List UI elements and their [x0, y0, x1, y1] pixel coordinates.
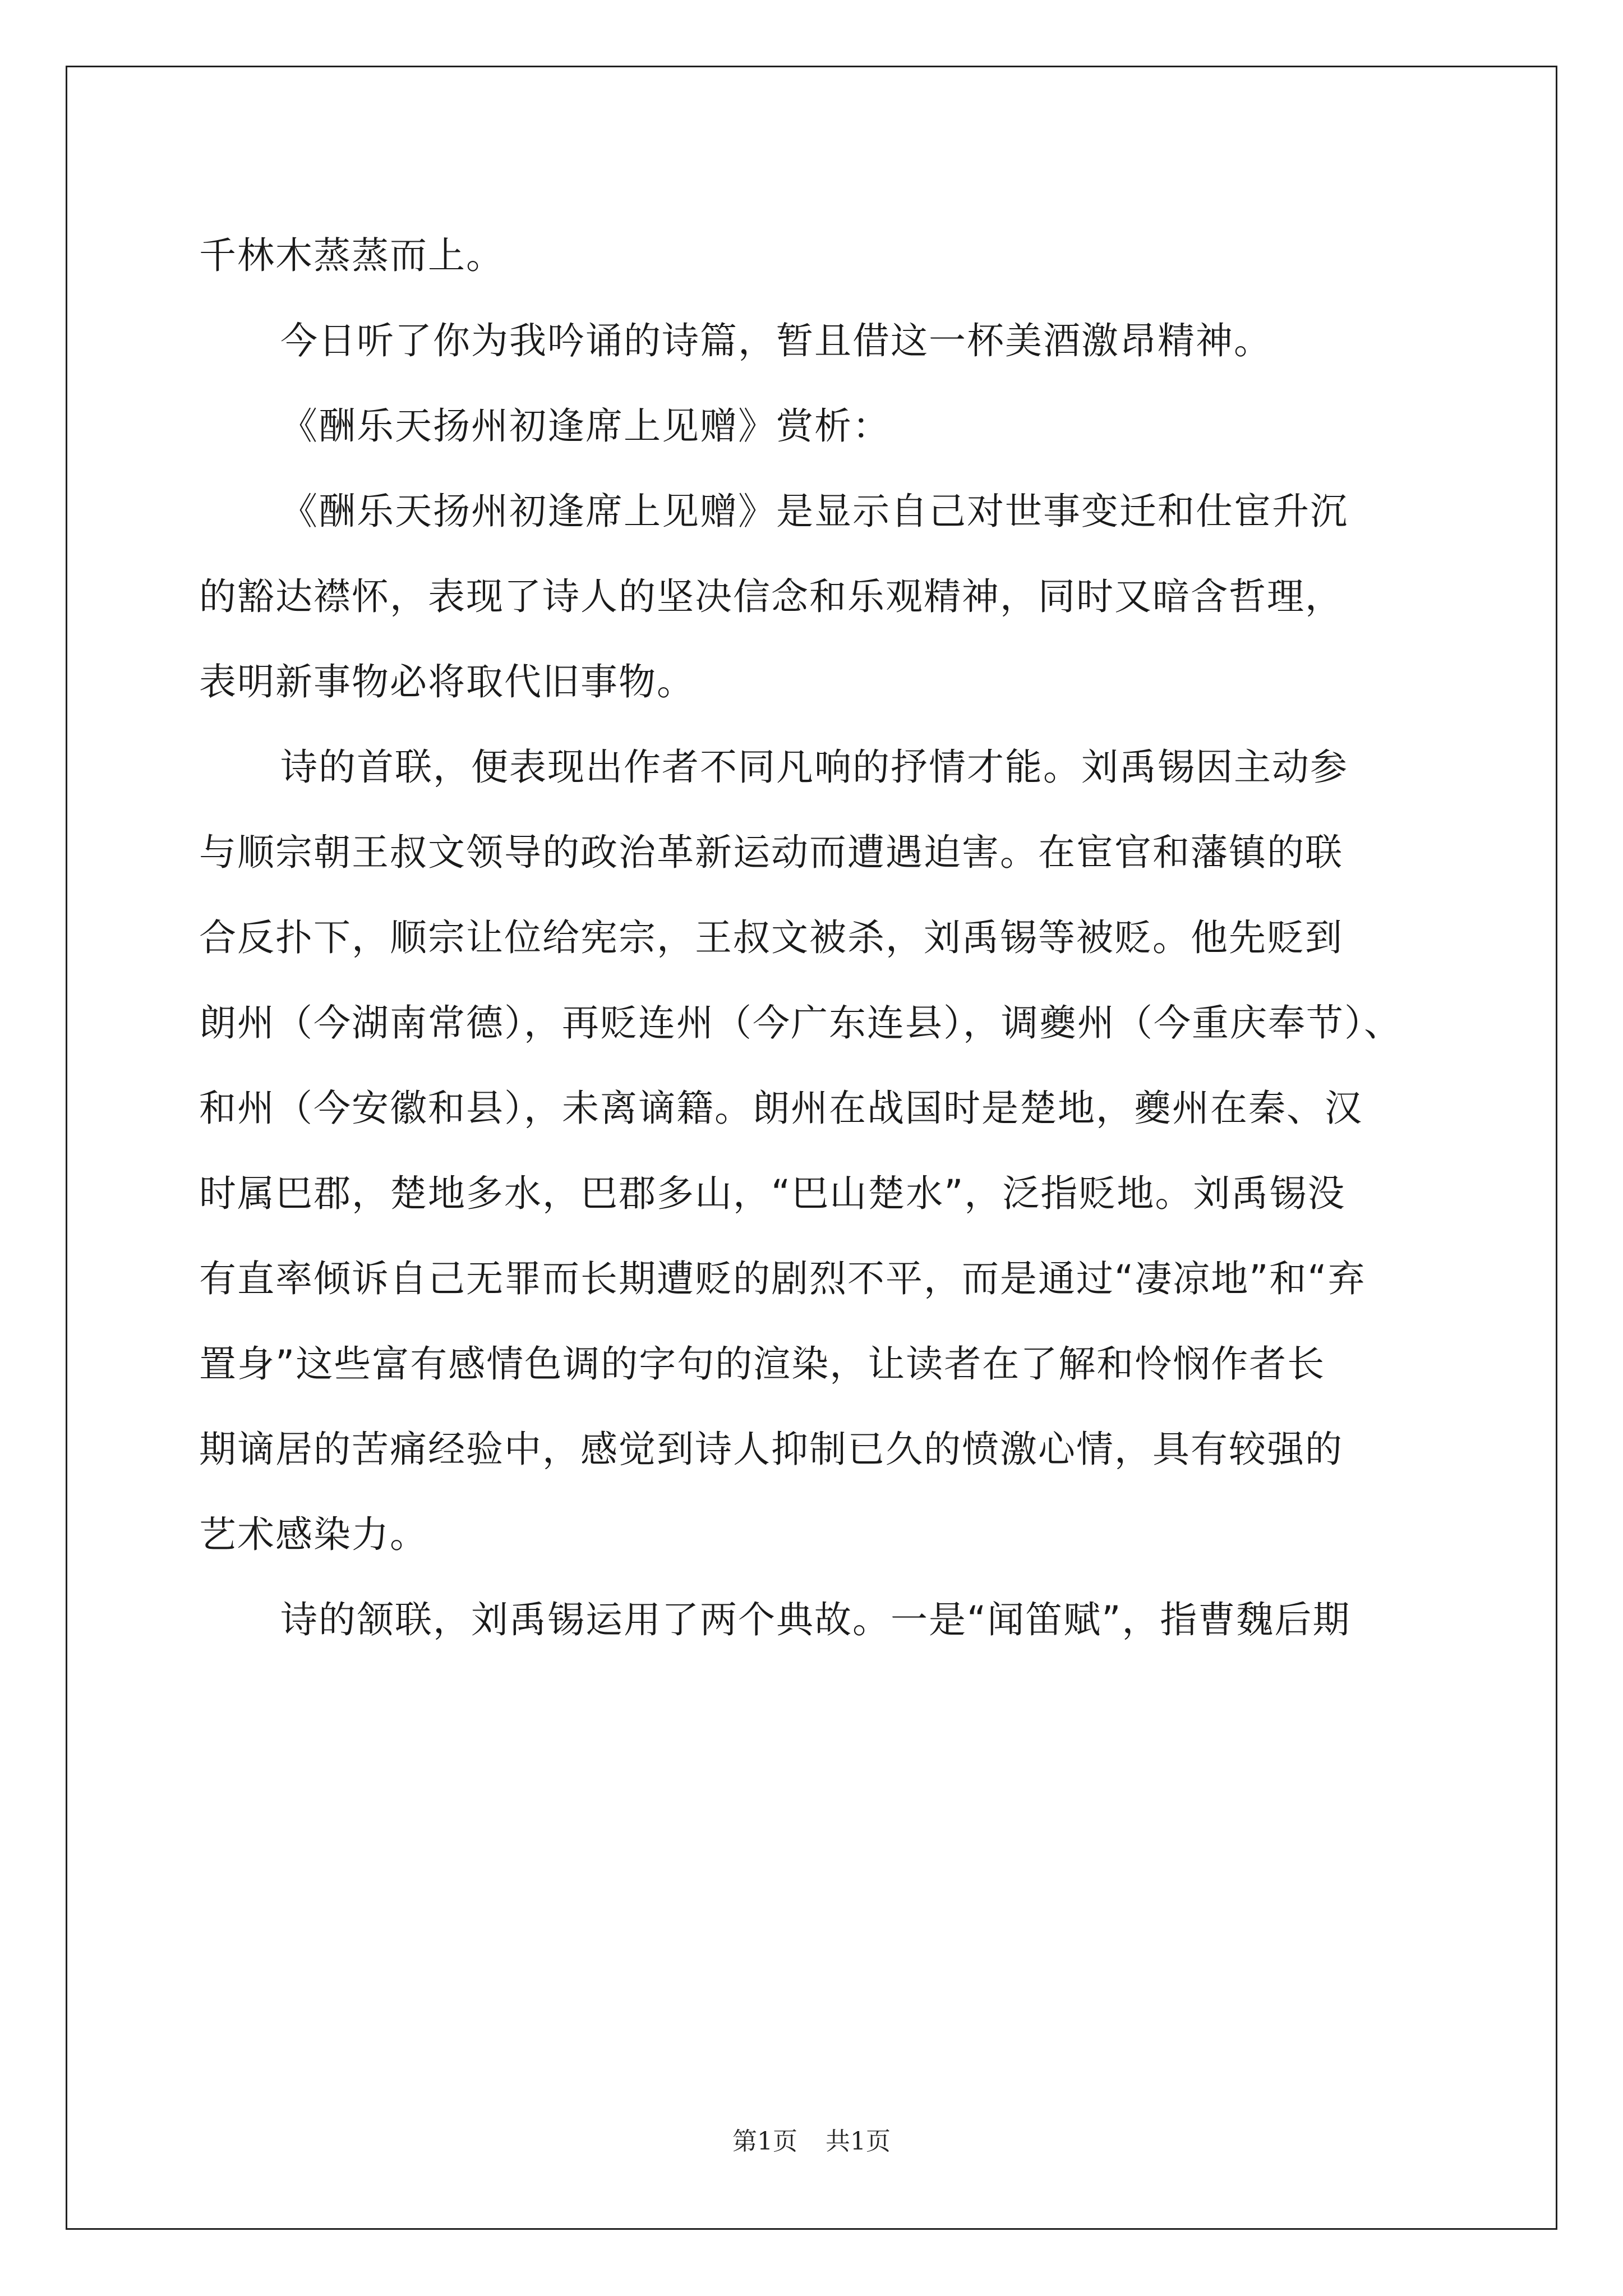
page-number: 第1页: [732, 2127, 797, 2156]
paragraph: [199, 469, 1511, 725]
paragraph: [199, 1577, 1511, 1663]
text-line: 和州（今安徽和县），未离谪籍。朗州在战国时是楚地，夔州在秦、汉: [199, 1087, 1363, 1130]
text-line: 朗州（今湖南常德），再贬连州（今广东连县），调夔州（今重庆奉节）、: [199, 1001, 1402, 1045]
text-line: 时属巴郡，楚地多水，巴郡多山，“巴山楚水”，泛指贬地。刘禹锡没: [199, 1172, 1346, 1215]
text-line: 今日听了你为我吟诵的诗篇，暂且借这一杯美酒激昂精神。: [280, 319, 1272, 362]
document-body: [199, 213, 1511, 1663]
text-line: 表明新事物必将取代旧事物。: [199, 660, 695, 703]
text-line: 诗的首联，便表现出作者不同凡响的抒情才能。刘禹锡因主动参: [280, 746, 1348, 789]
text-line: 有直率倾诉自己无罪而长期遭贬的剧烈不平，而是通过“凄凉地”和“弃: [199, 1257, 1366, 1300]
paragraph: [199, 213, 1511, 298]
page-footer: [0, 2125, 1623, 2159]
page-total: 共1页: [826, 2127, 891, 2156]
paragraph: [199, 298, 1511, 384]
text-line: 与顺宗朝王叔文领导的政治革新运动而遭遇迫害。在宦官和藩镇的联: [199, 831, 1343, 874]
paragraph: [199, 384, 1511, 469]
text-line: 诗的颔联，刘禹锡运用了两个典故。一是“闻笛赋”，指曹魏后期: [280, 1598, 1351, 1641]
text-line: 《酬乐天扬州初逢席上见赠》是显示自己对世事变迁和仕宦升沉: [280, 490, 1348, 533]
section-heading: 《酬乐天扬州初逢席上见赠》赏析：: [280, 404, 891, 448]
text-line: 合反扑下，顺宗让位给宪宗，王叔文被杀，刘禹锡等被贬。他先贬到: [199, 916, 1343, 959]
text-line: 的豁达襟怀，表现了诗人的坚决信念和乐观精神，同时又暗含哲理，: [199, 575, 1343, 618]
text-line: 置身”这些富有感情色调的字句的渲染，让读者在了解和怜悯作者长: [199, 1342, 1326, 1386]
text-line: 期谪居的苦痛经验中，感觉到诗人抑制已久的愤激心情，具有较强的: [199, 1428, 1343, 1471]
text-line: 艺术感染力。: [199, 1513, 428, 1556]
text-line: 千林木蒸蒸而上。: [199, 234, 504, 277]
paragraph: [199, 725, 1511, 1577]
